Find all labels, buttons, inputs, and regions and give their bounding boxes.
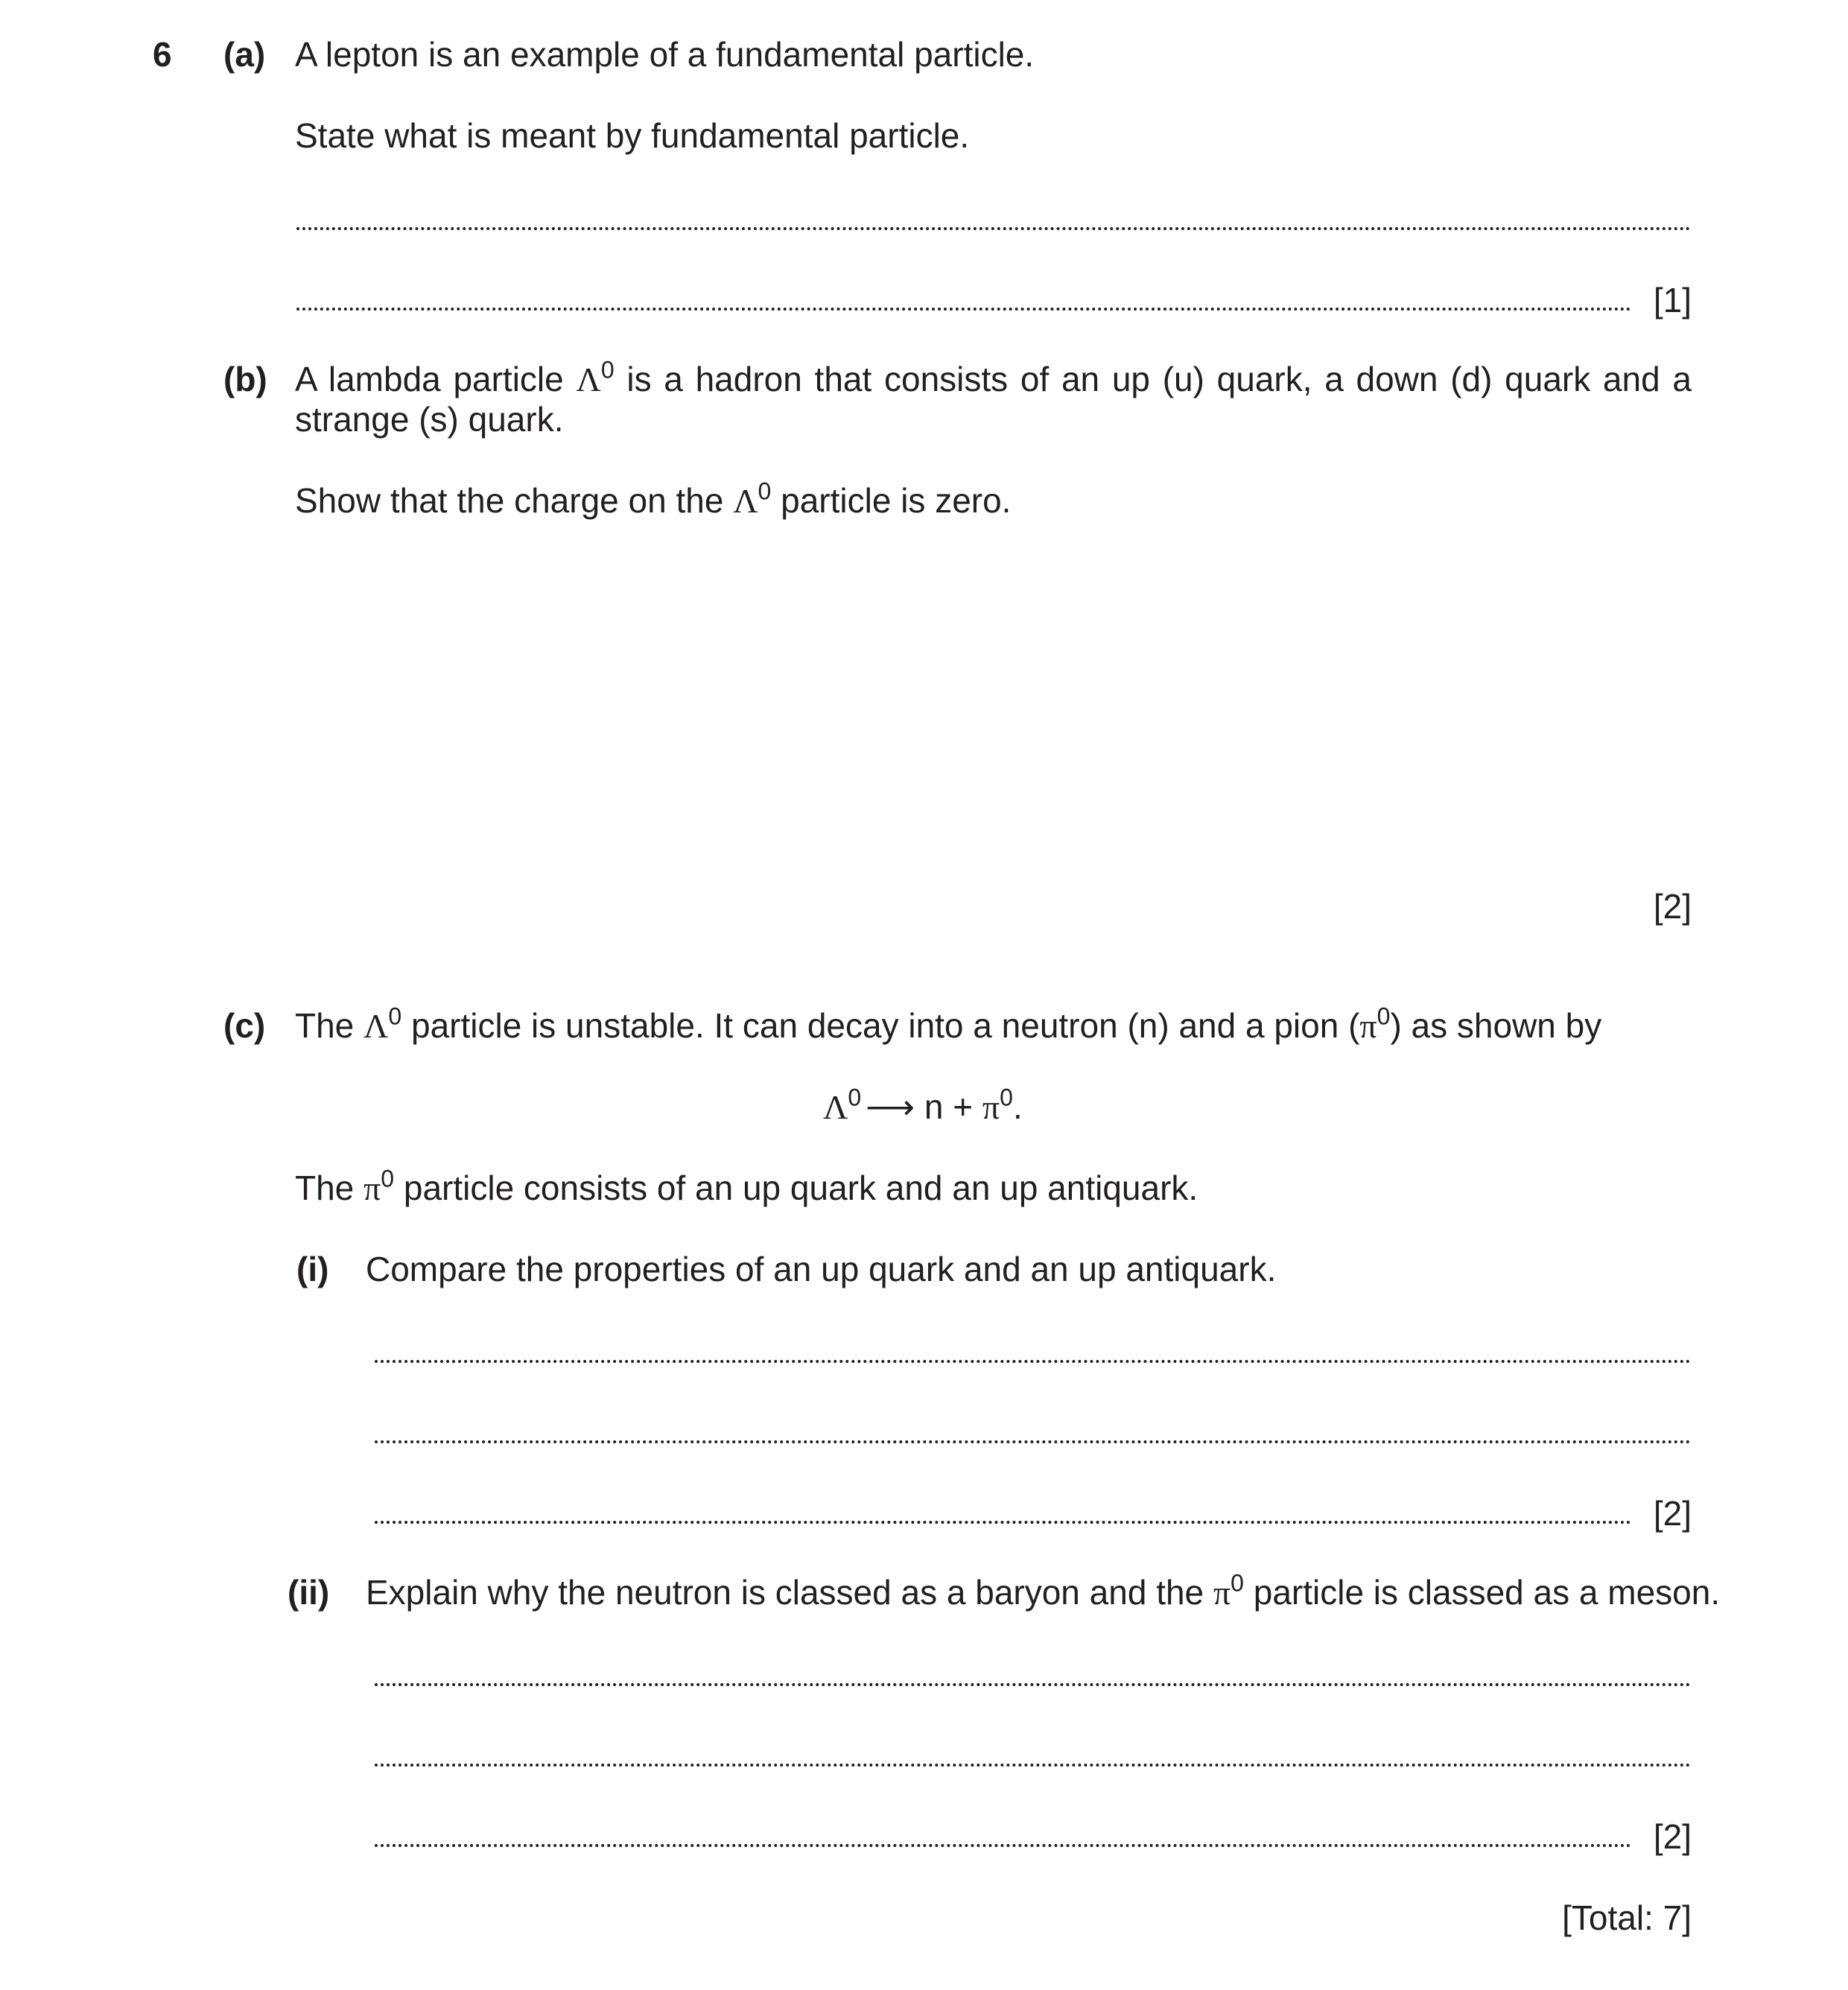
superscript-zero: 0 xyxy=(848,1084,862,1111)
part-c-line1 xyxy=(295,1002,1602,1046)
part-c-i-prompt: Compare the properties of an up quark and an up antiquark. xyxy=(366,1250,1277,1288)
answer-line[interactable] xyxy=(375,1764,1691,1767)
answer-line[interactable] xyxy=(296,227,1691,230)
part-c-ii-text-b: particle is classed as a meson. xyxy=(1243,1573,1721,1612)
part-c-line3-a: The xyxy=(295,1169,364,1207)
lambda-symbol: Λ xyxy=(363,1007,389,1045)
lambda-symbol: Λ xyxy=(576,360,601,398)
part-c-line3-b: particle consists of an up quark and an up antiquark. xyxy=(394,1169,1198,1207)
part-b-mark: [2] xyxy=(1653,887,1692,926)
question-number: 6 xyxy=(153,35,172,74)
part-a-mark: [1] xyxy=(1653,281,1692,320)
equation-period: . xyxy=(1012,1087,1023,1126)
part-b-prompt-b: particle is zero. xyxy=(771,481,1012,520)
pi-symbol: π xyxy=(982,1088,1000,1126)
pi-symbol: π xyxy=(1213,1574,1231,1612)
superscript-zero: 0 xyxy=(1231,1569,1244,1597)
superscript-zero: 0 xyxy=(1000,1084,1013,1111)
part-c-ii-mark: [2] xyxy=(1653,1817,1692,1856)
decay-equation xyxy=(823,1084,1023,1128)
part-b-prompt-a: Show that the charge on the xyxy=(295,481,734,520)
superscript-zero: 0 xyxy=(600,356,615,384)
part-c-i-mark: [2] xyxy=(1653,1494,1692,1533)
answer-line[interactable] xyxy=(296,308,1631,311)
part-b-text-a: A lambda particle xyxy=(295,360,577,398)
superscript-zero: 0 xyxy=(758,477,772,505)
equation-neutron: n + xyxy=(915,1087,982,1126)
part-a-prompt: State what is meant by fundamental particle. xyxy=(295,116,970,155)
part-b-label: (b) xyxy=(223,360,267,398)
part-c-text-a: The xyxy=(295,1006,364,1045)
superscript-zero: 0 xyxy=(1377,1002,1391,1030)
part-b-prompt xyxy=(295,477,1012,521)
part-b-line1 xyxy=(295,356,1692,400)
part-c-label: (c) xyxy=(223,1006,266,1045)
pi-symbol: π xyxy=(363,1169,381,1207)
superscript-zero: 0 xyxy=(381,1165,395,1192)
part-c-ii-text-a: Explain why the neutron is classed as a baryon and the xyxy=(366,1573,1213,1612)
superscript-zero: 0 xyxy=(388,1002,402,1030)
part-a-statement: A lepton is an example of a fundamental particle. xyxy=(295,35,1035,74)
part-c-ii-prompt xyxy=(366,1569,1721,1613)
pi-symbol: π xyxy=(1359,1007,1377,1045)
answer-line[interactable] xyxy=(375,1440,1691,1443)
part-c-text-b: particle is unstable. It can decay into a neutron (n) and a pion ( xyxy=(401,1006,1360,1045)
arrow-icon: ⟶ xyxy=(866,1087,915,1126)
part-c-ii-label: (ii) xyxy=(288,1573,330,1612)
answer-line[interactable] xyxy=(375,1521,1631,1524)
answer-line[interactable] xyxy=(375,1844,1631,1847)
answer-line[interactable] xyxy=(375,1683,1691,1686)
lambda-symbol: Λ xyxy=(823,1088,848,1126)
part-b-line2: strange (s) quark. xyxy=(295,400,564,439)
part-c-i-label: (i) xyxy=(296,1250,329,1288)
part-c-line3 xyxy=(295,1165,1198,1209)
part-a-label: (a) xyxy=(223,35,266,74)
part-c-text-c: ) as shown by xyxy=(1390,1006,1602,1045)
total-mark: [Total: 7] xyxy=(1562,1898,1692,1937)
part-b-text-b: is a hadron that consists of an up (u) quark, a down (d) quark and a xyxy=(614,360,1692,398)
answer-line[interactable] xyxy=(375,1360,1691,1363)
lambda-symbol: Λ xyxy=(733,482,758,520)
